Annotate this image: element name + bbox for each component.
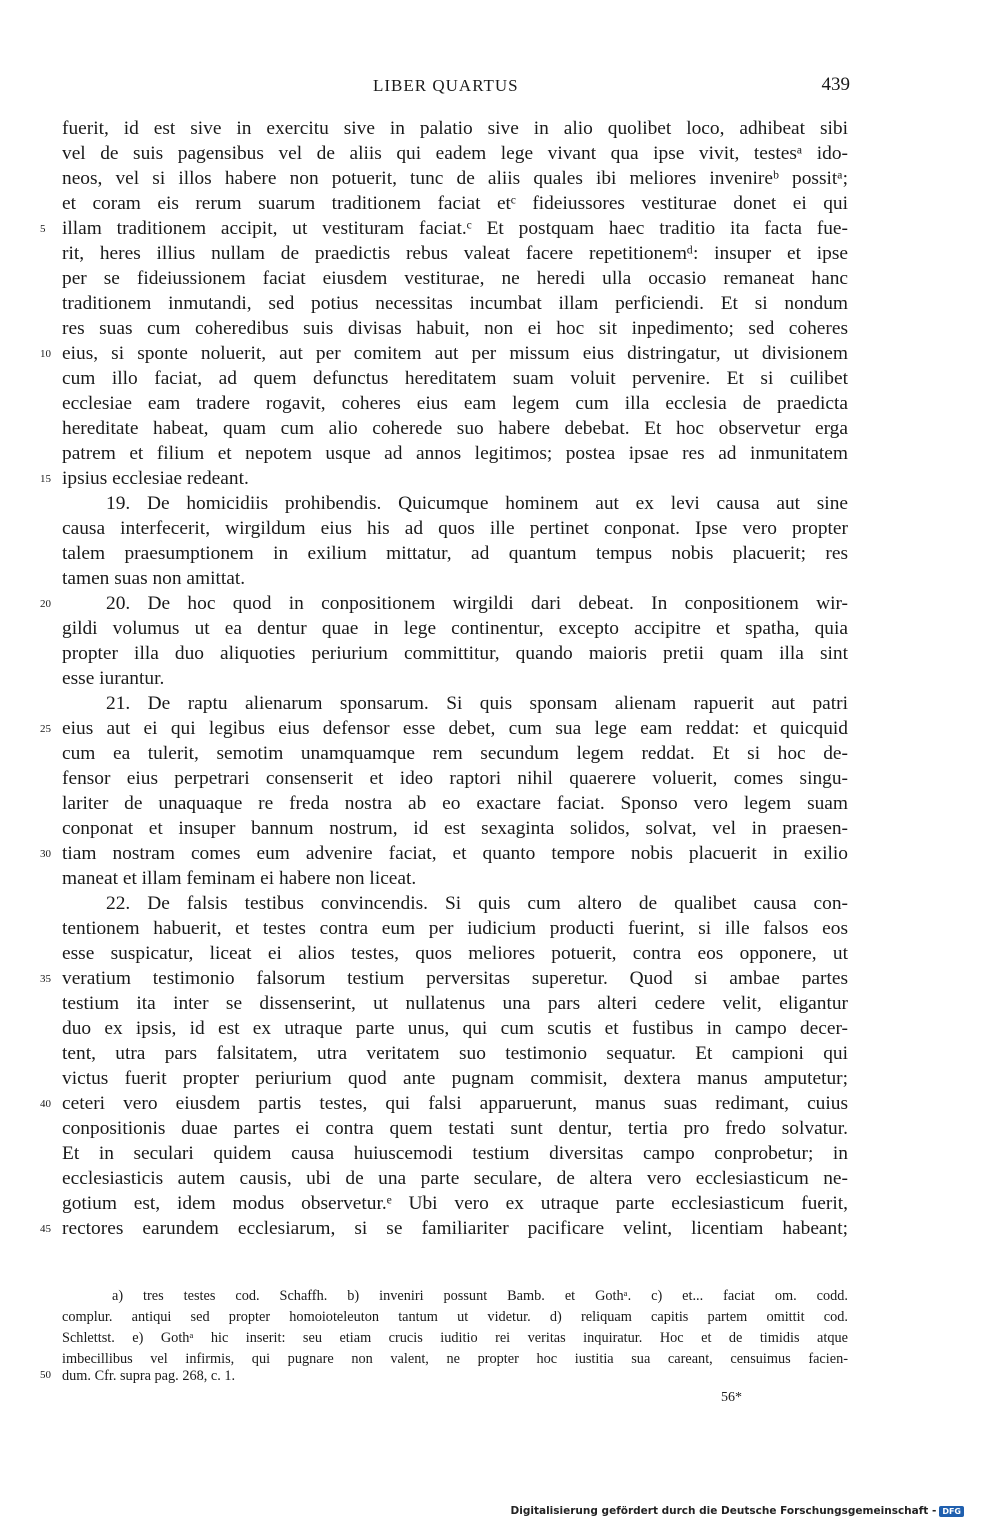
text-line: gildi volumus ut ea dentur quae in lege continentur, excepto accipitre et spatha, quia [62, 618, 848, 639]
line-number: 45 [40, 1223, 51, 1235]
text-line: conpositionis duae partes ei contra quem testati sunt dentur, tertia pro fredo solvatur. [62, 1118, 848, 1139]
text-line: res suas cum coheredibus suis divisas habuit, non ei hoc sit inpedimento; sed coheres [62, 318, 848, 339]
line-number: 50 [40, 1369, 51, 1381]
chapter-21-heading-line: 21. De raptu alienarum sponsarum. Si quis sponsam alienam rapuerit aut patri [106, 693, 848, 714]
text-line: esse iurantur. [62, 668, 165, 689]
text-line: maneat et illam feminam ei habere non liceat. [62, 868, 417, 889]
signature-mark: 56* [721, 1390, 742, 1405]
text-line: rectores earundem ecclesiarum, si se familiariter pacificare velint, licentiam habeant; [62, 1218, 848, 1239]
text-line: fensor eius perpetrari consenserit et ideo raptori nihil quaerere voluerit, comes singu- [62, 768, 848, 789]
text-line: traditionem inmutandi, sed potius necessitas incumbat illam perficiendi. Et si nondum [62, 293, 848, 314]
line-number: 35 [40, 973, 51, 985]
text-line: Et in seculari quidem causa huiuscemodi testium diversitas campo conprobetur; in [62, 1143, 848, 1164]
text-line: cum ea tulerit, semotim unamquamque rem secundum legem reddat. Et si hoc de- [62, 743, 848, 764]
text-line: eius, si sponte noluerit, aut per comitem aut per missum eius distringatur, ut divisionem [62, 343, 848, 364]
text-line: conponat et insuper bannum nostrum, id est sexaginta solidos, solvat, vel in praesen- [62, 818, 848, 839]
footnote-line: a) tres testes cod. Schaffh. b) inveniri possunt Bamb. et Gothᵃ. c) et... faciat om. codd. [112, 1288, 848, 1304]
text-line: lariter de unaquaque re freda nostra ab eo exactare faciat. Sponso vero legem suam [62, 793, 848, 814]
text-line: esse suspicatur, liceat ei alios testes, quos meliores potuerit, contra eos opponere, ut [62, 943, 848, 964]
text-line: per se fideiussionem faciat eiusdem vestiturae, ne heredi ulla occasio remaneat hanc [62, 268, 848, 289]
text-line: patrem et filium et nepotem usque ad annos legitimos; postea ipsae res ad inmunitatem [62, 443, 848, 464]
text-line: tent, utra pars falsitatem, utra veritatem suo testimonio sequatur. Et campioni qui [62, 1043, 848, 1064]
line-number: 10 [40, 348, 51, 360]
text-line: veratium testimonio falsorum testium perversitas superetur. Quod si ambae partes [62, 968, 848, 989]
page-number: 439 [821, 74, 850, 95]
dfg-logo: DFG [939, 1506, 964, 1517]
text-line: et coram eis rerum suarum traditionem faciat etᶜ fideiussores vestiturae donet ei qui [62, 193, 848, 214]
text-line: rit, heres illius nullam de praedictis rebus valeat facere repetitionemᵈ: insuper et ipse [62, 243, 848, 264]
text-line: tentionem habuerit, et testes contra eum per iudicium producti fuerint, si ille falsos eos [62, 918, 848, 939]
text-line: gotium est, idem modus observetur.ᵉ Ubi vero ex utraque parte ecclesiasticum fuerit, [62, 1193, 848, 1214]
text-line: ipsius ecclesiae redeant. [62, 468, 249, 489]
text-line: cum illo faciat, ad quem defunctus hereditatem suam voluit pervenire. Et si cuilibet [62, 368, 848, 389]
text-line: talem praesumptionem in exilium mittatur, ad quantum tempus nobis placuerit; res [62, 543, 848, 564]
text-line: illam traditionem accipit, ut vestituram faciat.ᶜ Et postquam haec traditio ita facta fue- [62, 218, 848, 239]
text-line: hereditate habeat, quam cum alio coherede suo habere debebat. Et hoc observetur erga [62, 418, 848, 439]
line-number: 40 [40, 1098, 51, 1110]
text-line: duo ex ipsis, id est ex utraque parte unus, qui cum scutis et fustibus in campo decer- [62, 1018, 848, 1039]
text-line: eius aut ei qui legibus eius defensor esse debet, cum sua lege eam reddat: et quicquid [62, 718, 848, 739]
text-line: victus fuerit propter periurium quod ante pugnam commisit, dextera manus amputetur; [62, 1068, 848, 1089]
footnote-line: Schlettst. e) Gothᵃ hic inserit: seu etiam crucis iuditio rei veritas inquiratur. Hoc et de timidis atque [62, 1330, 848, 1346]
text-line: vel de suis pagensibus vel de aliis qui eadem lege vivant qua ipse vivit, testesᵃ ido- [62, 143, 848, 164]
text-line: ceteri vero eiusdem partis testes, qui falsi apparuerunt, manus suas redimant, cuius [62, 1093, 848, 1114]
text-line: ecclesiasticis autem causis, ubi de una parte seculare, de altera vero ecclesiasticum ne- [62, 1168, 848, 1189]
line-number: 20 [40, 598, 51, 610]
running-header-title: LIBER QUARTUS [373, 76, 519, 95]
text-line: propter illa duo aliquoties periurium committitur, quando maioris pretii quam illa sint [62, 643, 848, 664]
line-number: 30 [40, 848, 51, 860]
text-line: ecclesiae eam tradere rogavit, coheres eius eam legem cum illa ecclesia de praedicta [62, 393, 848, 414]
footnote-line: imbecillibus vel infirmis, qui pugnare non valent, ne propter hoc iustitia sua careant, censuimus facien- [62, 1351, 848, 1367]
credit-text: Digitalisierung gefördert durch die Deutsche Forschungsgemeinschaft - [510, 1505, 937, 1517]
text-line: fuerit, id est sive in exercitu sive in palatio sive in alio quolibet loco, adhibeat sibi [62, 118, 848, 139]
chapter-20-heading-line: 20. De hoc quod in conpositionem wirgildi dari debeat. In conpositionem wir- [106, 593, 848, 614]
text-line: testium ita inter se dissenserint, ut nullatenus una pars alteri cedere velit, eligantur [62, 993, 848, 1014]
text-line: tiam nostram comes eum advenire faciat, et quanto tempore nobis placuerit in exilio [62, 843, 848, 864]
chapter-22-heading-line: 22. De falsis testibus convincendis. Si quis cum altero de qualibet causa con- [106, 893, 848, 914]
line-number: 15 [40, 473, 51, 485]
line-number: 25 [40, 723, 51, 735]
text-line: causa interfecerit, wirgildum eius his ad quos ille pertinet conponat. Ipse vero propter [62, 518, 848, 539]
footnote-line: dum. Cfr. supra pag. 268, c. 1. [62, 1368, 236, 1384]
text-line: neos, vel si illos habere non potuerit, tunc de aliis quales ibi meliores invenireᵇ possitᵃ; [62, 168, 848, 189]
line-number: 5 [40, 223, 46, 235]
text-line: tamen suas non amittat. [62, 568, 246, 589]
chapter-19-heading-line: 19. De homicidiis prohibendis. Quicumque hominem aut ex levi causa aut sine [106, 493, 848, 514]
digitization-credit [511, 1505, 964, 1517]
footnote-line: complur. antiqui sed propter homoioteleuton tantum ut videtur. d) reliquam capitis partem omittit cod. [62, 1309, 848, 1325]
